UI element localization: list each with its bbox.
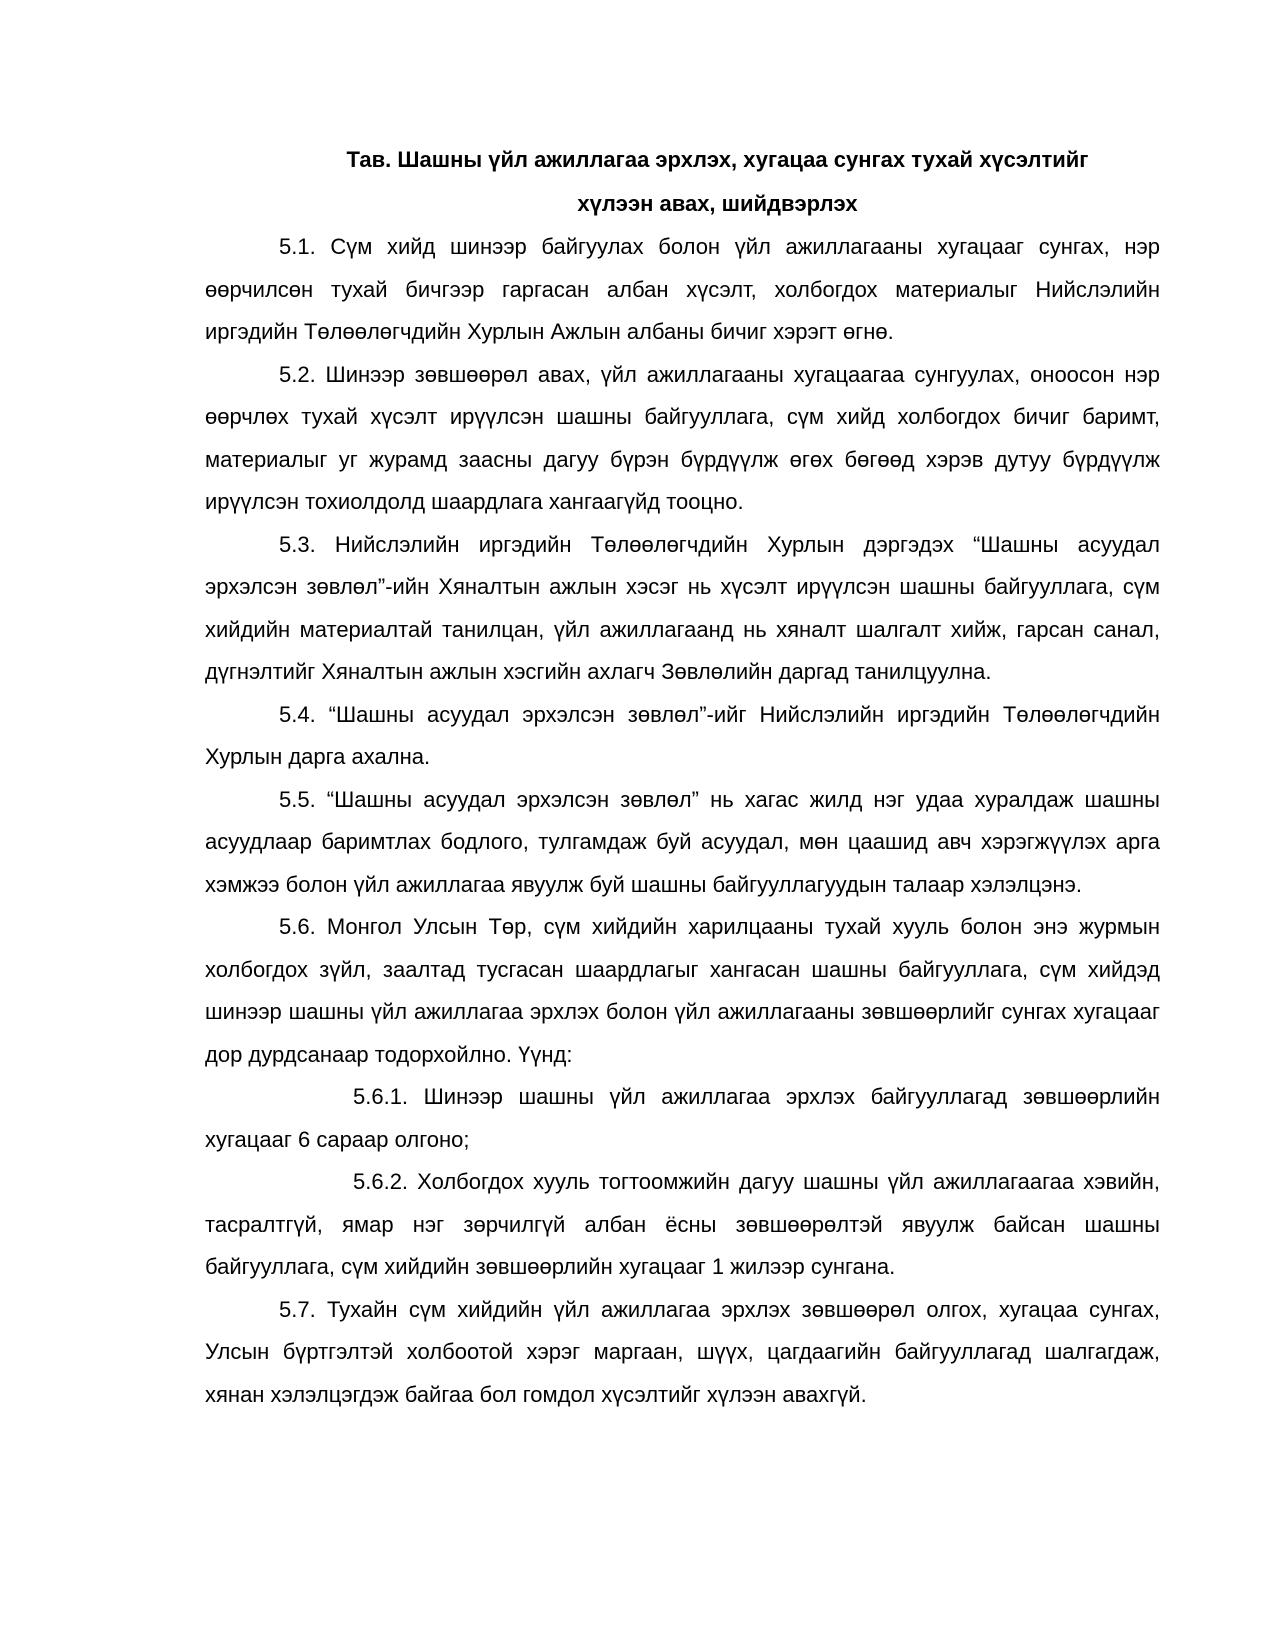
section-title-line-1: Тав. Шашны үйл ажиллагаа эрхлэх, хугацаа сунгах тухай хүсэлтийг bbox=[346, 147, 1089, 172]
document-page bbox=[205, 138, 1160, 1416]
paragraph-5-4: 5.4. “Шашны асуудал эрхэлсэн зөвлөл”-ийг Нийслэлийн иргэдийн Төлөөлөгчдийн Хурлын дарга ахална. bbox=[205, 701, 1160, 769]
section-title bbox=[205, 138, 1160, 226]
paragraph-5-7: 5.7. Тухайн сүм хийдийн үйл ажиллагаа эрхлэх зөвшөөрөл олгох, хугацаа сунгах, Улсын бүртгэлтэй холбоотой хэрэг маргаан, шүүх, цагдаагийн байгууллагад шалгагдаж, хянан хэлэлцэгдэж байгаа бол гомдол хүсэлтийг хүлээн авахгүй. bbox=[205, 1296, 1160, 1407]
paragraph-5-5: 5.5. “Шашны асуудал эрхэлсэн зөвлөл” нь хагас жилд нэг удаа хуралдаж шашны асуудлаар баримтлах бодлого, тулгамдаж буй асуудал, мөн цаашид авч хэрэгжүүлэх арга хэмжээ болон үйл ажиллагаа явуулж буй шашны байгууллагуудын талаар хэлэлцэнэ. bbox=[205, 786, 1160, 897]
paragraph-5-3: 5.3. Нийслэлийн иргэдийн Төлөөлөгчдийн Хурлын дэргэдэх “Шашны асуудал эрхэлсэн зөвлөл”-ийн Хяналтын ажлын хэсэг нь хүсэлт ирүүлсэн шашны байгууллага, сүм хийдийн материалтай танилцан, үйл ажиллагаанд нь хяналт шалгалт хийж, гарсан санал, дүгнэлтийг Хяналтын ажлын хэсгийн ахлагч Зөвлөлийн даргад танилцуулна. bbox=[205, 531, 1160, 684]
paragraph-5-6: 5.6. Монгол Улсын Төр, сүм хийдийн харилцааны тухай хууль болон энэ журмын холбогдох зүйл, заалтад тусгасан шаардлагыг хангасан шашны байгууллага, сүм хийдэд шинээр шашны үйл ажиллагаа эрхлэх болон үйл ажиллагааны зөвшөөрлийг сунгах хугацааг дор дурдсанаар тодорхойлно. Үүнд: bbox=[205, 914, 1160, 1067]
paragraph-5-1: 5.1. Сүм хийд шинээр байгуулах болон үйл ажиллагааны хугацааг сунгах, нэр өөрчилсөн тухай бичгээр гаргасан албан хүсэлт, холбогдох материалыг Нийслэлийн иргэдийн Төлөөлөгчдийн Хурлын Ажлын албаны бичиг хэрэгт өгнө. bbox=[205, 234, 1160, 344]
section-title-line-2: хүлээн авах, шийдвэрлэх bbox=[577, 191, 858, 216]
paragraph-5-6-2: 5.6.2. Холбогдох хууль тогтоомжийн дагуу шашны үйл ажиллагаагаа хэвийн, тасралтгүй, ямар нэг зөрчилгүй албан ёсны зөвшөөрөлтэй явуулж байсан шашны байгууллага, сүм хийдийн зөвшөөрлийн хугацааг 1 жилээр сунгана. bbox=[205, 1169, 1160, 1279]
paragraph-5-2: 5.2. Шинээр зөвшөөрөл авах, үйл ажиллагааны хугацаагаа сунгуулах, оноосон нэр өөрчлөх тухай хүсэлт ирүүлсэн шашны байгууллага, сүм хийд холбогдох бичиг баримт, материалыг уг журамд заасны дагуу бүрэн бүрдүүлж өгөх бөгөөд хэрэв дутуу бүрдүүлж ирүүлсэн тохиолдолд шаардлага хангаагүйд тооцно. bbox=[205, 361, 1160, 514]
paragraph-5-6-1: 5.6.1. Шинээр шашны үйл ажиллагаа эрхлэх байгууллагад зөвшөөрлийн хугацааг 6 сараар олгоно; bbox=[205, 1084, 1160, 1152]
